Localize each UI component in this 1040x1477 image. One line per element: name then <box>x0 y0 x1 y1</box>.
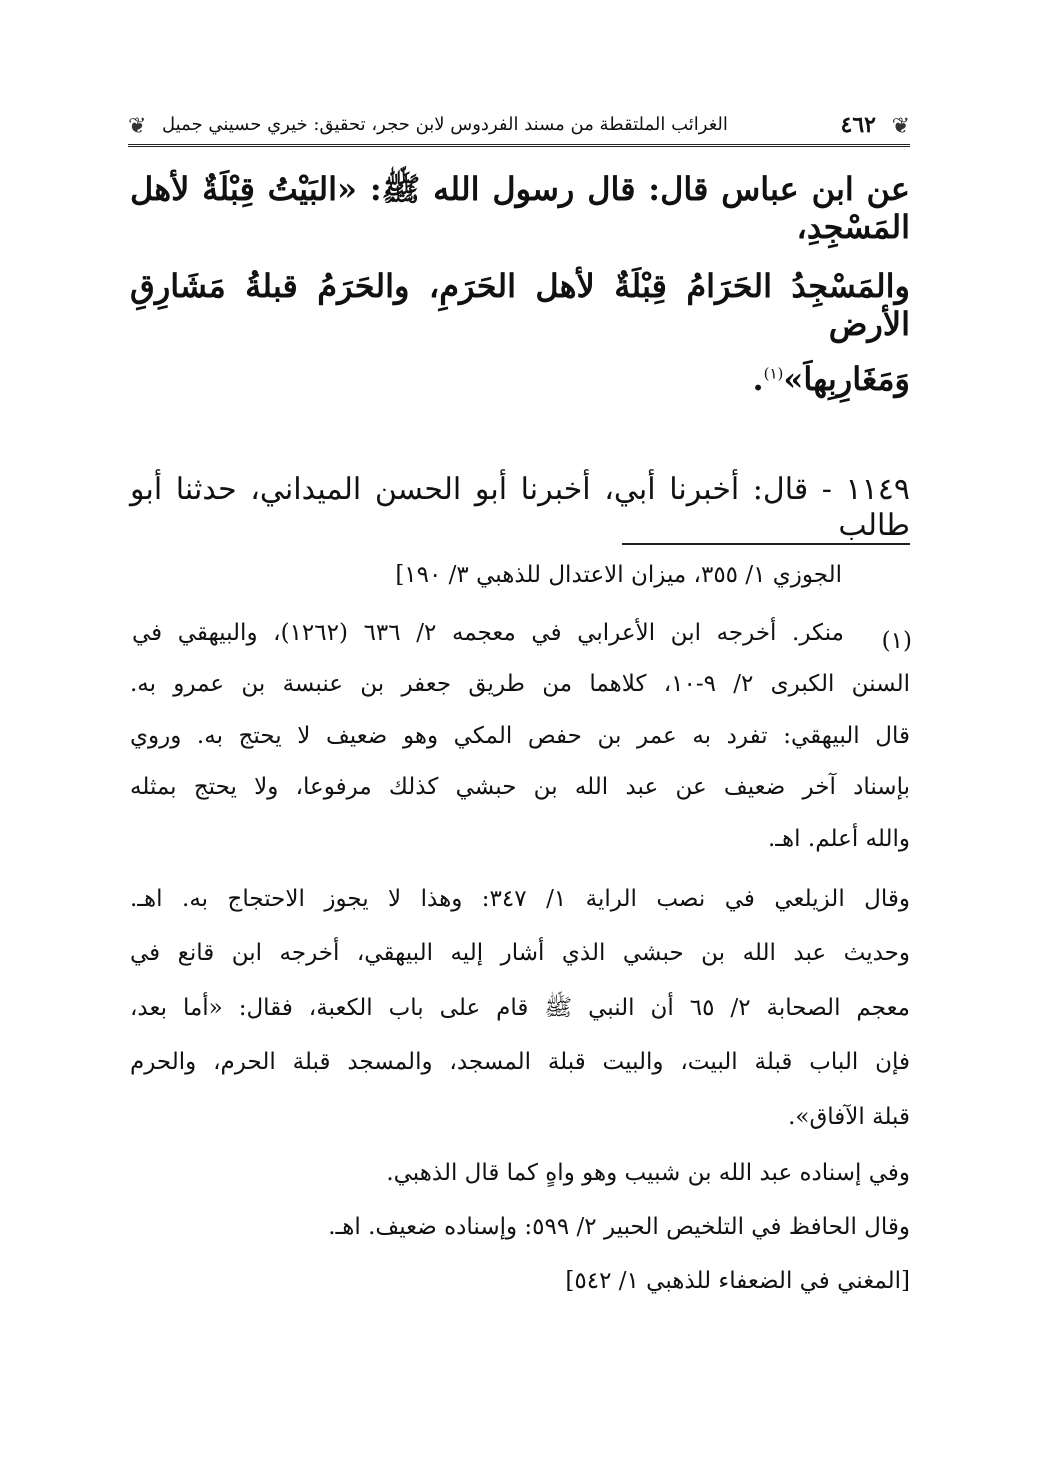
hadith-line: وَمَغَارِبِهاَ»$^{(١)}$. <box>752 360 910 398</box>
hadith-ending: وَمَغَارِبِهاَ» <box>783 360 910 398</box>
footnote-line: والله أعلم. اهـ. <box>768 826 910 852</box>
ornament-icon: ❦ <box>891 114 910 139</box>
page-number: ٤٦٢ <box>840 112 876 138</box>
footnote-line: منكر. أخرجه ابن الأعرابي في معجمه ٢/ ٦٣٦ (١٢٦٢)، والبيهقي في <box>132 620 844 646</box>
footnote-line: وفي إسناده عبد الله بن شبيب وهو واهٍ كما قال الذهبي. <box>386 1160 910 1186</box>
footnote-continuation: الجوزي ١/ ٣٥٥، ميزان الاعتدال للذهبي ٣/ ١٩٠] <box>395 562 842 588</box>
footnote-separator <box>622 543 910 545</box>
hadith-line: عن ابن عباس قال: قال رسول الله ﷺ: «البَيْتُ قِبْلَةٌ لأهل المَسْجِدِ، <box>130 170 910 247</box>
running-title: الغرائب الملتقطة من مسند الفردوس لابن حجر، تحقيق: خيري حسيني جميل <box>162 114 728 135</box>
footnote-number: (١) <box>881 628 912 654</box>
footnote-line: معجم الصحابة ٢/ ٦٥ أن النبي ﷺ قام على باب الكعبة، فقال: «أما بعد، <box>130 995 910 1021</box>
hadith-line: والمَسْجِدُ الحَرَامُ قِبْلَةٌ لأهل الحَرَمِ، والحَرَمُ قبلةُ مَشَارِقِ الأرض <box>130 267 910 344</box>
footnote-line: وحديث عبد الله بن حبشي الذي أشار إليه البيهقي، أخرجه ابن قانع في <box>130 940 910 966</box>
footnote-line: قبلة الآفاق». <box>788 1104 910 1130</box>
page-header <box>128 108 910 147</box>
footnote-line: فإن الباب قبلة البيت، والبيت قبلة المسجد، والمسجد قبلة الحرم، والحرم <box>130 1049 910 1075</box>
footnote-line: وقال الزيلعي في نصب الراية ١/ ٣٤٧: وهذا لا يجوز الاحتجاج به. اهـ. <box>130 886 910 912</box>
hadith-chain-line: ١١٤٩ - قال: أخبرنا أبي، أخبرنا أبو الحسن الميداني، حدثنا أبو طالب <box>130 472 910 543</box>
ornament-icon: ❦ <box>128 114 147 139</box>
footnote-line: السنن الكبرى ٢/ ٩-١٠، كلاهما من طريق جعفر بن عنبسة بن عمرو به. <box>130 671 911 697</box>
footnote-ref: (١) <box>763 364 784 383</box>
footnote-line: بإسناد آخر ضعيف عن عبد الله بن حبشي كذلك مرفوعا، ولا يحتج بمثله <box>130 774 910 800</box>
footnote-line: [المغني في الضعفاء للذهبي ١/ ٥٤٢] <box>565 1268 910 1294</box>
footnote-line: قال البيهقي: تفرد به عمر بن حفص المكي وهو ضعيف لا يحتج به. وروي <box>130 723 910 749</box>
footnote-line: وقال الحافظ في التلخيص الحبير ٢/ ٥٩٩: وإسناده ضعيف. اهـ. <box>328 1214 910 1240</box>
